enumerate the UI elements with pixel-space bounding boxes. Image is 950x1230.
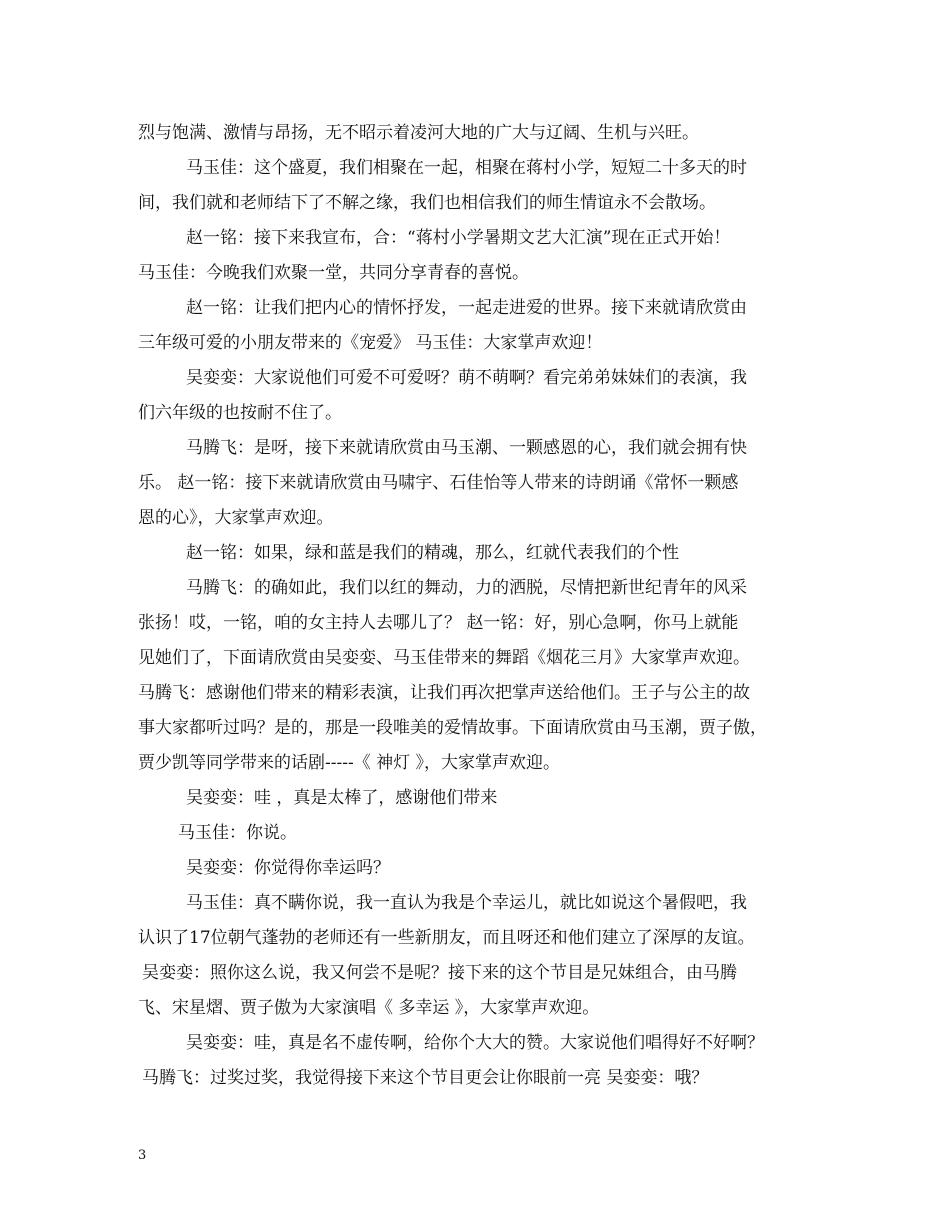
text-line: 吴娈娈：大家说他们可爱不可爱呀？萌不萌啊？看完弟弟妹妹们的表演，我	[186, 368, 747, 388]
text-line: 马玉佳：真不瞒你说，我一直认为我是个幸运儿，就比如说这个暑假吧，我	[186, 893, 747, 913]
body-text	[138, 116, 818, 1096]
text-line: 赵一铭：让我们把内心的情怀抒发，一起走进爱的世界。接下来就请欣赏由	[186, 298, 747, 318]
text-line: 飞、宋星熠、贾子傲为大家演唱《 多幸运 》，大家掌声欢迎。	[138, 998, 600, 1018]
text-line: 乐。 赵一铭：接下来就请欣赏由马啸宇、石佳怡等人带来的诗朗诵《常怀一颗感	[138, 473, 739, 493]
text-line: 间，我们就和老师结下了不解之缘，我们也相信我们的师生情谊永不会散场。	[138, 193, 716, 213]
text-line: 贾少凯等同学带来的话剧-----《 神灯 》，大家掌声欢迎。	[138, 753, 561, 773]
text-line: 吴娈娈：哇 ，真是太棒了，感谢他们带来	[186, 788, 498, 808]
text-line: 烈与饱满、激情与昂扬，无不昭示着凌河大地的广大与辽阔、生机与兴旺。	[138, 123, 699, 143]
text-line: 马腾飞：的确如此，我们以红的舞动，力的洒脱，尽情把新世纪青年的风采	[186, 578, 747, 598]
text-line: 马腾飞：是呀，接下来就请欣赏由马玉潮、一颗感恩的心，我们就会拥有快	[186, 438, 747, 458]
text-line: 马腾飞：过奖过奖，我觉得接下来这个节目更会让你眼前一亮 吴娈娈：哦？	[142, 1068, 709, 1088]
text-line: 赵一铭：如果，绿和蓝是我们的精魂，那么，红就代表我们的个性	[186, 543, 679, 563]
text-line: 见她们了，下面请欣赏由吴娈娈、马玉佳带来的舞蹈《烟花三月》大家掌声欢迎。	[138, 648, 750, 668]
text-line: 马玉佳：这个盛夏，我们相聚在一起，相聚在蒋村小学，短短二十多天的时	[186, 158, 747, 178]
text-line: 恩的心》，大家掌声欢迎。	[138, 508, 334, 528]
text-line: 事大家都听过吗？是的，那是一段唯美的爱情故事。下面请欣赏由马玉潮，贾子傲，	[138, 718, 767, 738]
text-line: 赵一铭：接下来我宣布，合：“蒋村小学暑期文艺大汇演”现在正式开始！	[186, 228, 731, 248]
text-line: 三年级可爱的小朋友带来的《宠爱》 马玉佳：大家掌声欢迎！	[138, 333, 603, 353]
text-line: 认识了17位朝气蓬勃的老师还有一些新朋友，而且呀还和他们建立了深厚的友谊。	[138, 928, 755, 948]
page-number: 3	[138, 1148, 147, 1163]
text-line: 张扬！哎，一铭，咱的女主持人去哪儿了？ 赵一铭：好，别心急啊，你马上就能	[138, 613, 739, 633]
text-line: 吴娈娈：照你这么说，我又何尝不是呢？接下来的这个节目是兄妹组合，由马腾	[142, 963, 737, 983]
text-line: 马玉佳：你说。	[178, 823, 297, 843]
text-line: 们六年级的也按耐不住了。	[138, 403, 342, 423]
text-line: 马腾飞：感谢他们带来的精彩表演，让我们再次把掌声送给他们。王子与公主的故	[138, 683, 750, 703]
text-line: 吴娈娈：哇，真是名不虚传啊，给你个大大的赞。大家说他们唱得好不好啊？	[186, 1033, 764, 1053]
text-line: 吴娈娈：你觉得你幸运吗？	[186, 858, 390, 878]
text-line: 马玉佳：今晚我们欢聚一堂，共同分享青春的喜悦。	[138, 263, 529, 283]
